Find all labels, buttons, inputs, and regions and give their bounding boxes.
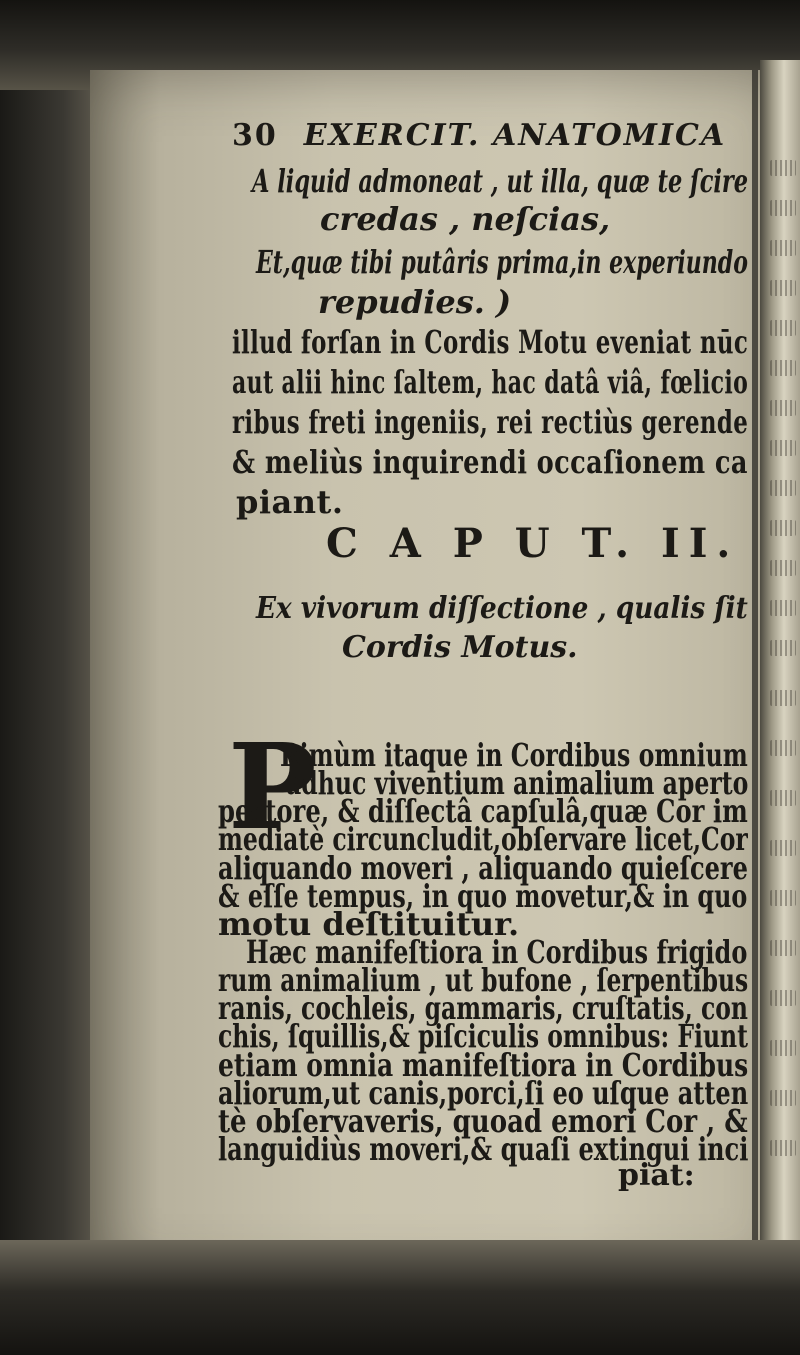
facing-page-text	[770, 160, 796, 176]
facing-page-text	[770, 740, 796, 756]
paragraph-line: piant.	[236, 483, 344, 521]
body-line: ranis, cochleis, gammaris, cruſtatis, con	[218, 989, 748, 1027]
body-line: tè obſervaveris, quoad emori Cor , &	[218, 1102, 748, 1140]
paragraph-line: aut alii hinc ſaltem, hac datâ viâ, fœlicio	[232, 363, 749, 401]
facing-page-text	[770, 440, 796, 456]
body-line: motu deſtituitur.	[218, 905, 520, 943]
facing-page-text	[770, 890, 796, 906]
running-title: EXERCIT. ANATOMICA	[303, 118, 727, 153]
body-line: adhuc viventium animalium aperto	[286, 764, 749, 802]
running-header	[232, 118, 726, 153]
catchword: piat:	[618, 1158, 695, 1193]
facing-page-text	[770, 940, 796, 956]
facing-page-text	[770, 1090, 796, 1106]
facing-page-text	[770, 640, 796, 656]
body-line: & eſſe tempus, in quo movetur,& in quo	[218, 877, 748, 915]
facing-page-text	[770, 1040, 796, 1056]
binding-shadow	[752, 70, 758, 1270]
verse-line: repudies. )	[318, 283, 512, 321]
facing-page-text	[770, 240, 796, 256]
drop-cap: P	[228, 717, 317, 856]
body-line: aliorum,ut canis,porci,ſi eo uſque atten	[218, 1074, 749, 1112]
facing-page-text	[770, 520, 796, 536]
page-number: 30	[232, 118, 278, 153]
facing-page-text	[770, 320, 796, 336]
body-line: pectore, & diſſectâ capſulâ,quæ Cor im	[218, 792, 748, 830]
facing-page-text	[770, 560, 796, 576]
facing-page-text	[770, 790, 796, 806]
body-line: rum animalium , ut bufone , ſerpentibus	[218, 961, 749, 999]
facing-page-text	[770, 360, 796, 376]
chapter-subtitle: Ex vivorum diſſectione , qualis ſit	[256, 591, 748, 626]
verse-line: Et,quæ tibi putâris prima,in experiundo	[256, 243, 748, 281]
chapter-subtitle: Cordis Motus.	[342, 630, 578, 665]
body-line: Hæc manifeſtiora in Cordibus frigido	[246, 933, 748, 971]
body-line: chis, ſquillis,& piſciculis omnibus: Fiunt	[218, 1017, 748, 1055]
facing-page-text	[770, 280, 796, 296]
photo-shadow-bottom	[0, 1240, 800, 1355]
facing-page-text	[770, 400, 796, 416]
facing-page-text	[770, 990, 796, 1006]
body-line: aliquando moveri , aliquando quieſcere	[218, 849, 748, 887]
chapter-title: C A P U T. II.	[326, 520, 740, 567]
body-line: Rimùm itaque in Cordibus omnium	[280, 736, 748, 774]
facing-page-text	[770, 1140, 796, 1156]
paragraph-line: & meliùs inquirendi occaſionem ca	[232, 443, 748, 481]
paragraph-line: illud forſan in Cordis Motu eveniat nūc	[232, 323, 749, 361]
body-line: languidiùs moveri,& quaſi extingui inci	[218, 1130, 749, 1168]
facing-page-text	[770, 480, 796, 496]
facing-page-text	[770, 690, 796, 706]
facing-page-text	[770, 840, 796, 856]
body-line: etiam omnia manifeſtiora in Cordibus	[218, 1046, 749, 1084]
paragraph-line: ribus freti ingeniis, rei rectiùs gerende	[232, 403, 749, 441]
body-line: mediatè circuncludit,obſervare licet,Cor	[218, 820, 748, 858]
verse-line: A liquid admoneat , ut illa, quæ te ſcire	[252, 162, 749, 200]
verse-line: credas , neſcias,	[320, 200, 611, 238]
facing-page-text	[770, 200, 796, 216]
facing-page-text	[770, 600, 796, 616]
